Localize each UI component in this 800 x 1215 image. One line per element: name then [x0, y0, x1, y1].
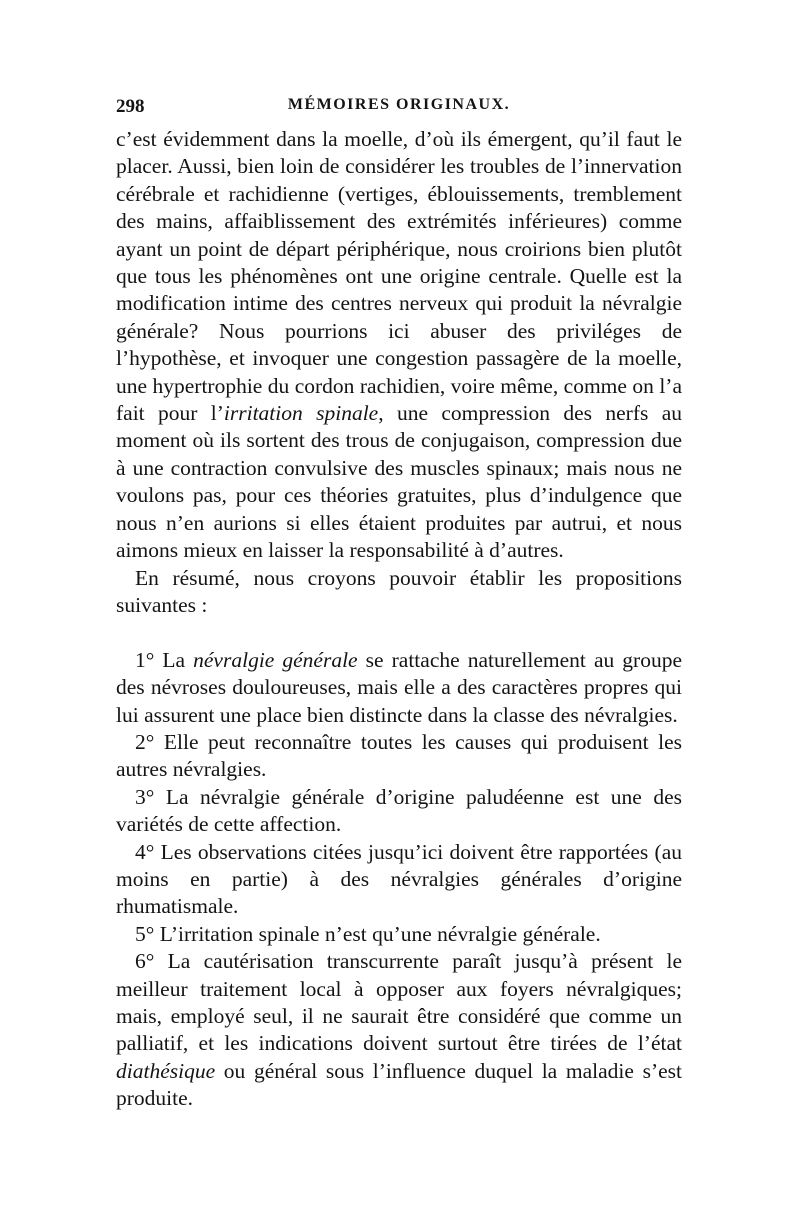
proposition-6 — [116, 948, 682, 1112]
proposition-text: ou général sous l’influence duquel la maladie s’est produite. — [116, 1058, 682, 1111]
running-title: MÉMOIRES ORIGINAUX. — [287, 96, 511, 113]
proposition-3: 3° La névralgie générale d’origine paludéenne est une des variétés de cette affection. — [116, 784, 682, 837]
proposition-4: 4° Les observations citées jusqu’ici doivent être rapportées (au moins en partie) à des névralgies générales d’origine rhumatismale. — [116, 839, 682, 919]
proposition-text: se rattache naturellement au groupe des névroses douloureuses, mais elle a des caractères propres qui lui assurent une place bien distincte dans la classe des névralgies. — [116, 647, 682, 727]
proposition-2: 2° Elle peut reconnaître toutes les causes qui produisent les autres névralgies. — [116, 729, 682, 782]
italic-term: névralgie générale — [193, 647, 358, 672]
proposition-text: 1° La — [135, 647, 194, 672]
proposition-1 — [116, 647, 682, 729]
proposition-5: 5° L’irritation spinale n’est qu’une névralgie générale. — [135, 921, 601, 946]
italic-term: irritation spinale — [223, 401, 379, 426]
paragraph-continuation — [116, 126, 682, 565]
running-head — [116, 96, 682, 118]
page-number: 298 — [116, 96, 145, 117]
body-text — [116, 126, 682, 1113]
paragraph-summary: En résumé, nous croyons pouvoir établir les propositions suivantes : — [116, 565, 682, 617]
proposition-text: 6° La cautérisation transcurrente paraît jusqu’à présent le meilleur traitement local à opposer aux foyers névralgiques; mais, employé seul, il ne saurait être considéré que comme un palliatif, et les indications doivent surtout être tirées de l’état — [116, 949, 682, 1056]
italic-term: diathésique — [116, 1058, 216, 1083]
paragraph-text: , une compression des nerfs au moment où ils sortent des trous de conjugaison, compression due à une contraction convulsive des muscles spinaux; mais nous ne voulons pas, pour ces théories gratuites, plus d’indulgence que nous n’en aurions si elles étaient produites par autrui, et nous aimons mieux en laisser la responsabilité à d’autres. — [116, 401, 682, 563]
paragraph-text: c’est évidemment dans la moelle, d’où ils émergent, qu’il faut le placer. Aussi, bien loin de considérer les troubles de l’innervation cérébrale et rachidienne (vertiges, éblouissements, tremblement des mains, affaiblissement des extrémités inférieures) comme ayant un point de départ périphérique, nous croirions bien plutôt que tous les phénomènes ont une origine centrale. Quelle est la modification intime des centres nerveux qui produit la névralgie générale? Nous pourrions ici abuser des priviléges de l’hypothèse, et invoquer une congestion passagère de la moelle, une hypertrophie du cordon rachidien, voire même, comme on l’a fait pour l’ — [116, 127, 682, 426]
